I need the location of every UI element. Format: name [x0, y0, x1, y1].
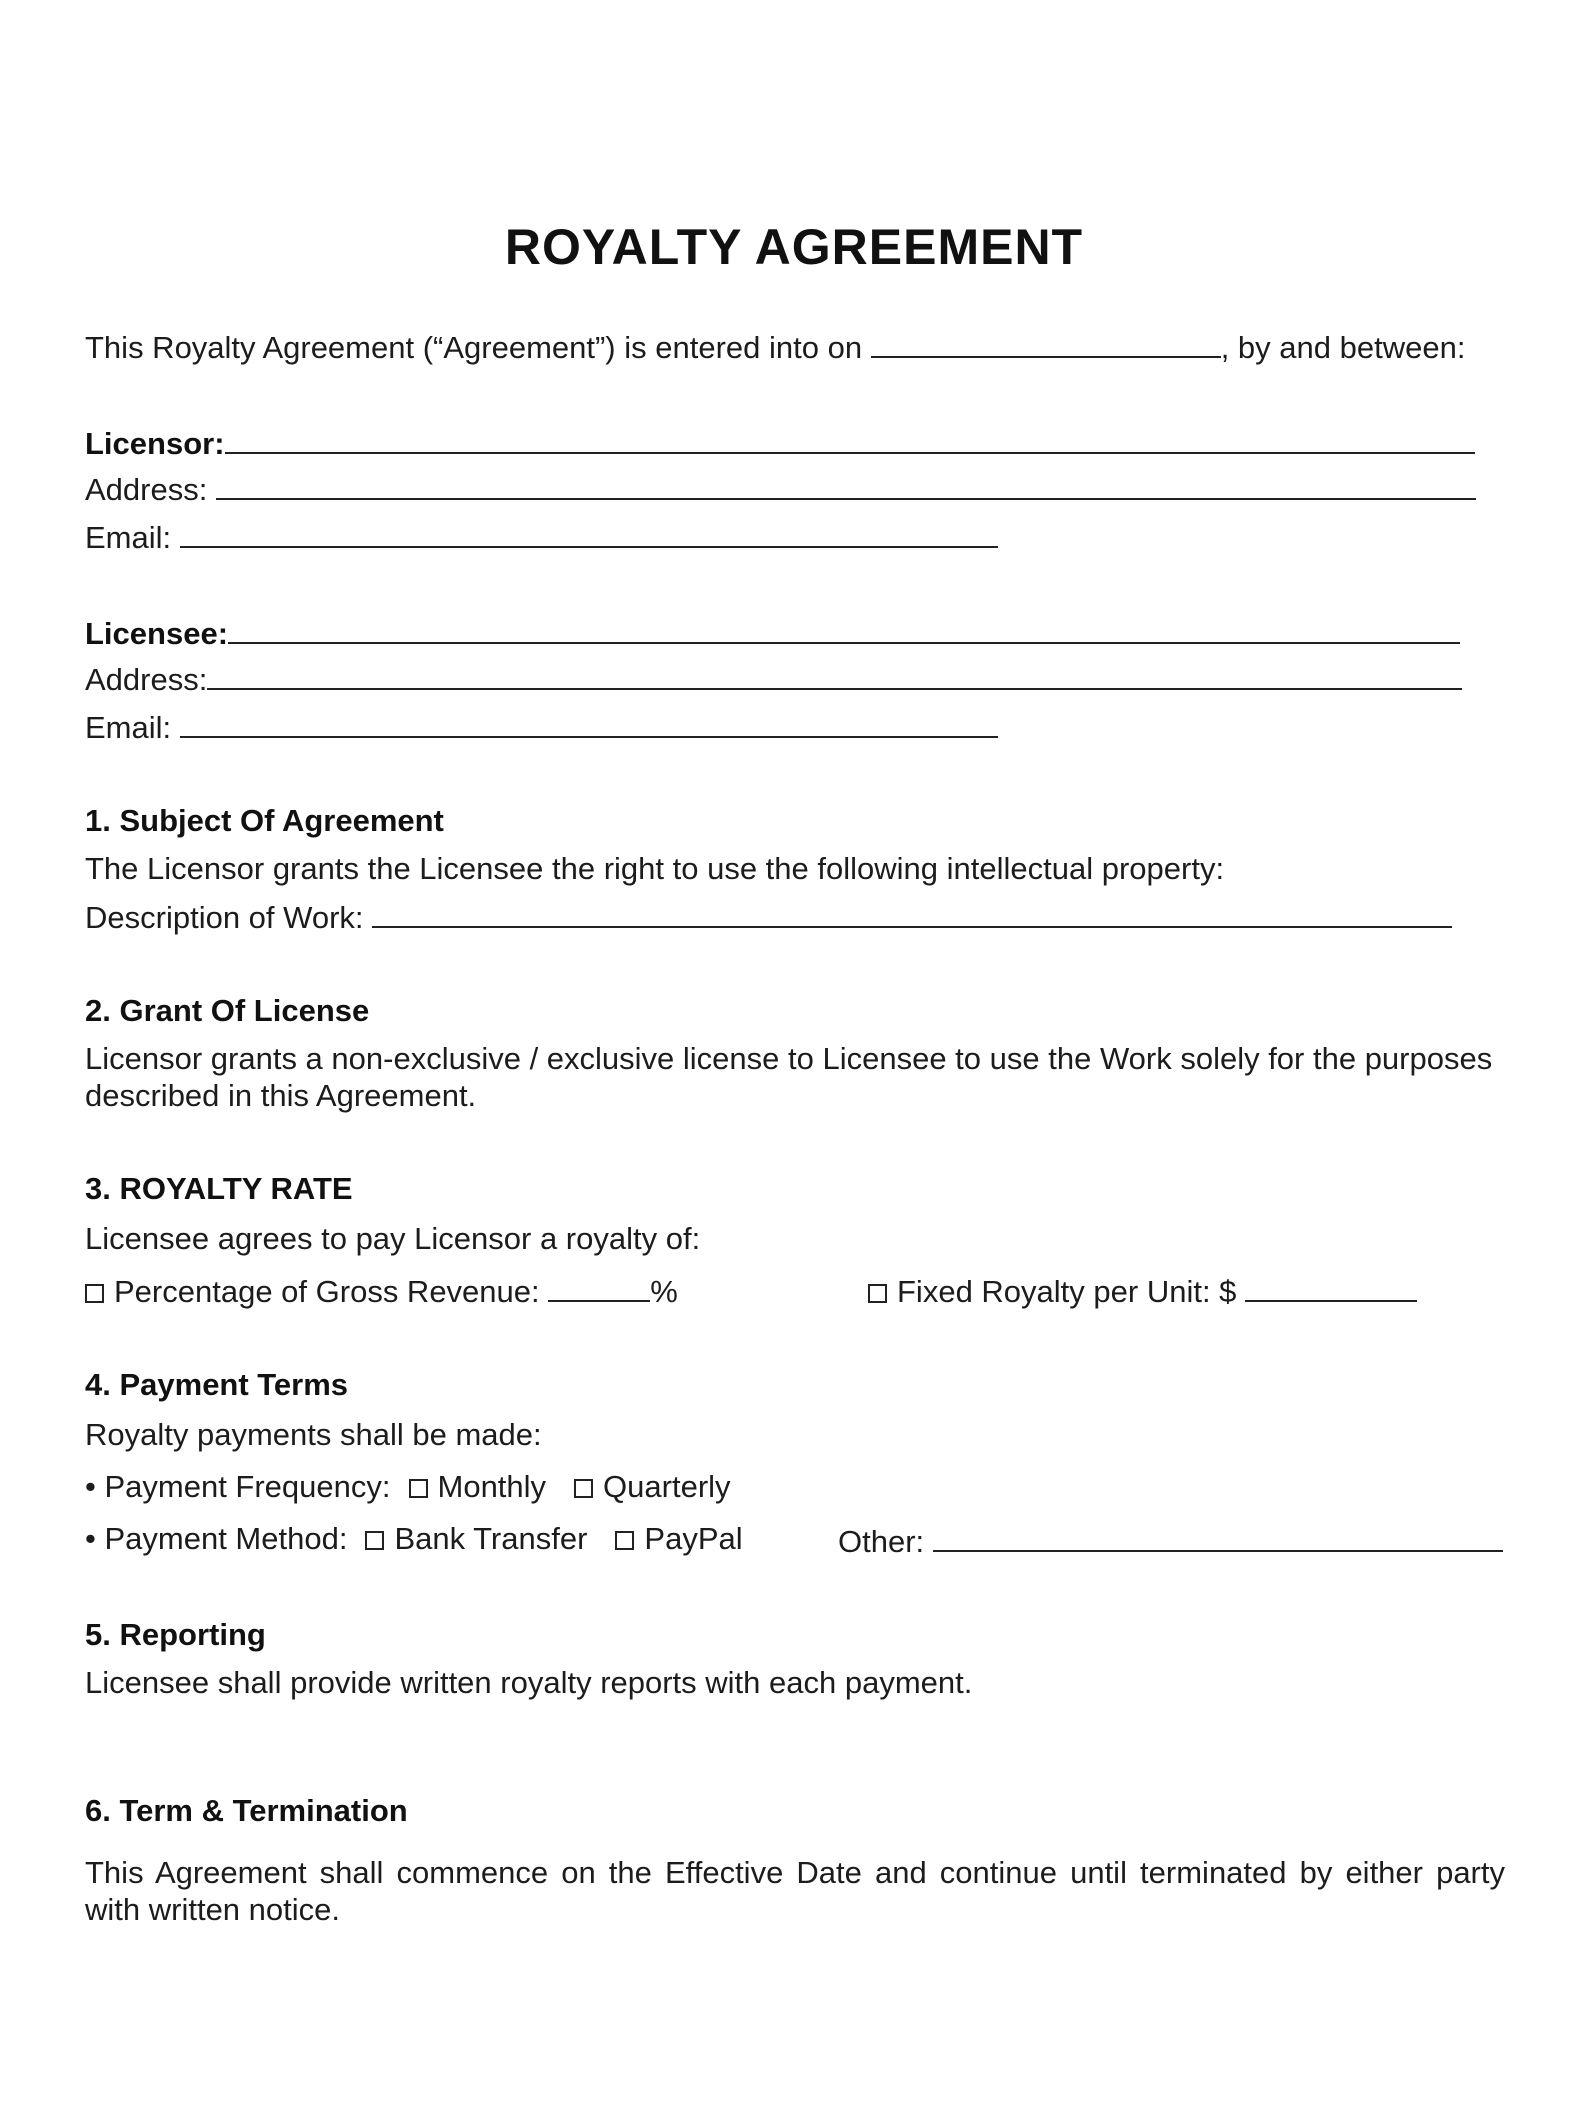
fixed-royalty-checkbox[interactable] — [868, 1284, 887, 1303]
description-field[interactable] — [372, 896, 1452, 928]
licensee-address-label: Address: — [85, 662, 208, 697]
licensor-email-line — [85, 516, 998, 557]
section-4-text: Royalty payments shall be made: — [85, 1417, 542, 1452]
description-label: Description of Work: — [85, 900, 364, 935]
section-5-heading: 5. Reporting — [85, 1617, 266, 1652]
fixed-royalty-label: Fixed Royalty per Unit: $ — [897, 1274, 1237, 1309]
licensee-name-field[interactable] — [228, 612, 1460, 644]
intro-text: This Royalty Agreement (“Agreement”) is entered into on — [85, 330, 863, 365]
bank-transfer-label: Bank Transfer — [394, 1521, 588, 1556]
payment-method-label: • Payment Method: — [85, 1521, 348, 1556]
licensor-email-field[interactable] — [180, 516, 998, 548]
section-3-text: Licensee agrees to pay Licensor a royalty of: — [85, 1221, 701, 1256]
paypal-checkbox[interactable] — [615, 1531, 634, 1550]
section-2-text: Licensor grants a non-exclusive / exclusive license to Licensee to use the Work solely for the purposes described in this Agreement. — [85, 1041, 1493, 1113]
payment-other-field[interactable] — [933, 1520, 1503, 1552]
intro-suffix: , by and between: — [1220, 330, 1466, 365]
description-line — [85, 896, 1452, 937]
section-1-text: The Licensor grants the Licensee the right to use the following intellectual property: — [85, 851, 1225, 886]
section-3-heading: 3. ROYALTY RATE — [85, 1171, 353, 1206]
payment-method-line — [85, 1520, 743, 1558]
section-6-heading: 6. Term & Termination — [85, 1793, 408, 1828]
licensee-email-field[interactable] — [180, 706, 998, 738]
licensor-email-label: Email: — [85, 520, 172, 555]
paypal-label: PayPal — [644, 1521, 743, 1556]
percent-sign: % — [650, 1274, 678, 1309]
payment-other-line — [838, 1520, 1503, 1561]
licensee-email-line — [85, 706, 998, 747]
payment-frequency-line — [85, 1468, 731, 1506]
monthly-checkbox[interactable] — [409, 1479, 428, 1498]
licensor-name-field[interactable] — [225, 422, 1475, 454]
licensee-address-line — [85, 658, 1462, 699]
bank-transfer-checkbox[interactable] — [365, 1531, 384, 1550]
section-1-heading: 1. Subject Of Agreement — [85, 803, 444, 838]
monthly-label: Monthly — [437, 1469, 547, 1504]
licensor-address-field[interactable] — [216, 468, 1476, 500]
fixed-royalty-field[interactable] — [1245, 1270, 1417, 1302]
royalty-fixed-option — [868, 1270, 1417, 1311]
intro-line — [85, 326, 1465, 367]
licensee-email-label: Email: — [85, 710, 172, 745]
section-4-heading: 4. Payment Terms — [85, 1367, 349, 1402]
percentage-label: Percentage of Gross Revenue: — [114, 1274, 540, 1309]
document-title: ROYALTY AGREEMENT — [504, 219, 1084, 275]
licensor-line — [85, 422, 1475, 463]
agreement-date-field[interactable] — [871, 326, 1221, 358]
licensee-line — [85, 612, 1460, 653]
royalty-percentage-option — [85, 1270, 678, 1311]
section-5-text: Licensee shall provide written royalty reports with each payment. — [85, 1665, 973, 1700]
percentage-field[interactable] — [548, 1270, 650, 1302]
section-2-heading: 2. Grant Of License — [85, 993, 370, 1028]
quarterly-checkbox[interactable] — [574, 1479, 593, 1498]
quarterly-label: Quarterly — [603, 1469, 731, 1504]
payment-other-label: Other: — [838, 1524, 925, 1559]
payment-frequency-label: • Payment Frequency: — [85, 1469, 391, 1504]
licensee-address-field[interactable] — [207, 658, 1462, 690]
licensor-label: Licensor: — [85, 426, 225, 461]
licensor-address-label: Address: — [85, 472, 208, 507]
licensor-address-line — [85, 468, 1476, 509]
section-6-text: This Agreement shall commence on the Effective Date and continue until terminated by either party with written notice. — [85, 1855, 1505, 1927]
percentage-checkbox[interactable] — [85, 1284, 104, 1303]
licensee-label: Licensee: — [85, 616, 229, 651]
